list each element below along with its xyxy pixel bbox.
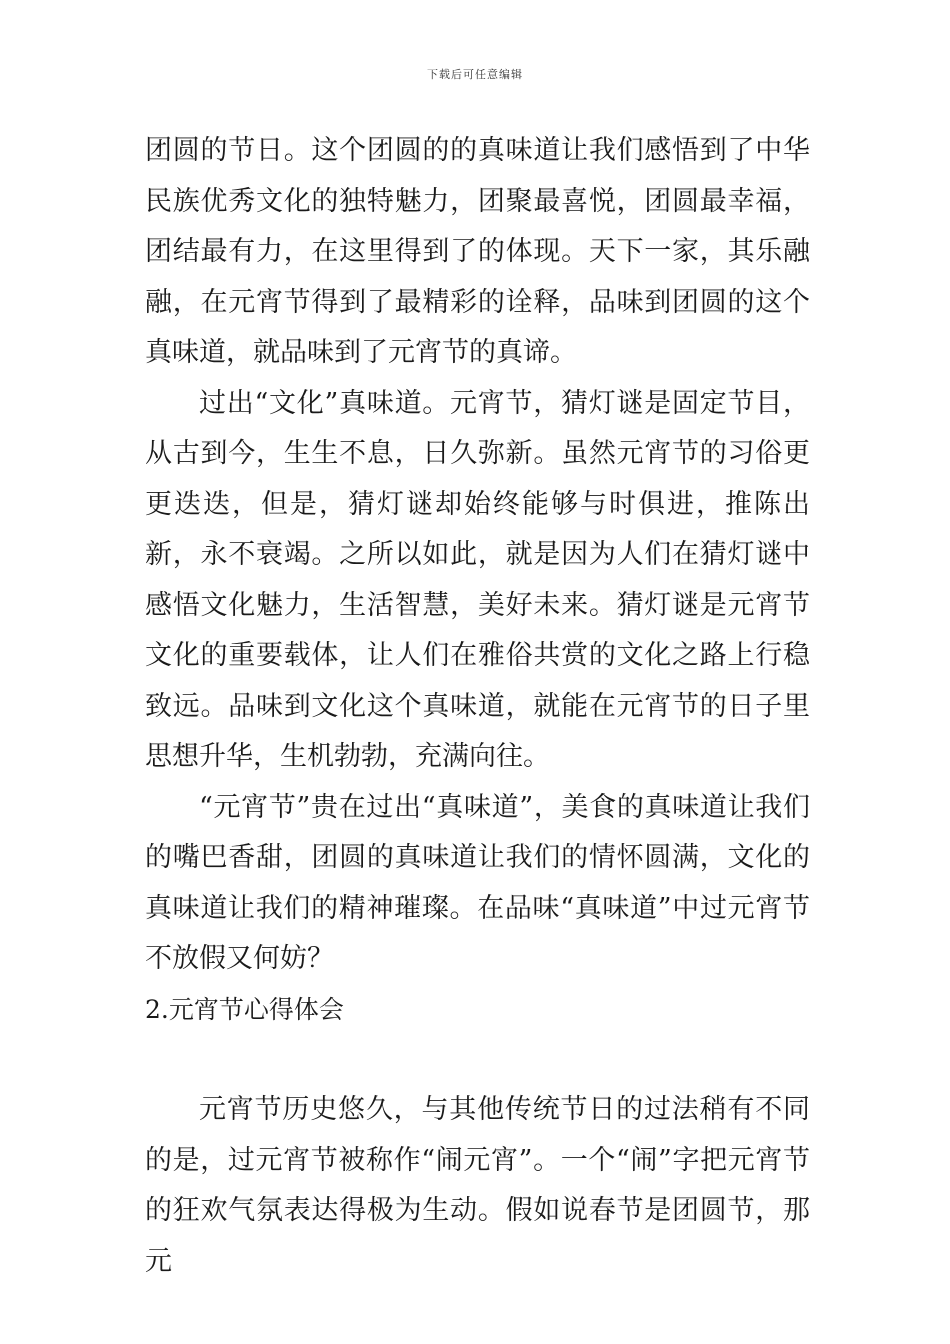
document-body [145,126,810,1287]
section-spacer [145,1035,810,1085]
paragraph-culture: 过出“文化”真味道。元宵节，猜灯谜是固定节目，从古到今，生生不息，日久弥新。虽然元宵节的习俗更更迭迭，但是，猜灯谜却始终能够与时俱进，推陈出新，永不衰竭。之所以如此，就是因为人们在猜灯谜中感悟文化魅力，生活智慧，美好未来。猜灯谜是元宵节文化的重要载体，让人们在雅俗共赏的文化之路上行稳致远。品味到文化这个真味道，就能在元宵节的日子里思想升华，生机勃勃，充满向往。 [145,387,810,772]
paragraph-conclusion: “元宵节”贵在过出“真味道”，美食的真味道让我们的嘴巴香甜，团圆的真味道让我们的情怀圆满，文化的真味道让我们的精神璀璨。在品味“真味道”中过元宵节不放假又何妨？ [145,791,810,974]
paragraph-reunion: 团圆的节日。这个团圆的的真味道让我们感悟到了中华民族优秀文化的独特魅力，团聚最喜悦，团圆最幸福，团结最有力，在这里得到了的体现。天下一家，其乐融融，在元宵节得到了最精彩的诠释，品味到团圆的这个真味道，就品味到了元宵节的真谛。 [145,135,810,368]
section-heading: 2.元宵节心得体会 [145,994,344,1024]
header-note: 下载后可任意编辑 [427,68,523,81]
paragraph-section-intro: 元宵节历史悠久，与其他传统节日的过法稍有不同的是，过元宵节被称作“闹元宵”。一个“闹”字把元宵节的狂欢气氛表达得极为生动。假如说春节是团圆节，那元 [145,1094,810,1277]
